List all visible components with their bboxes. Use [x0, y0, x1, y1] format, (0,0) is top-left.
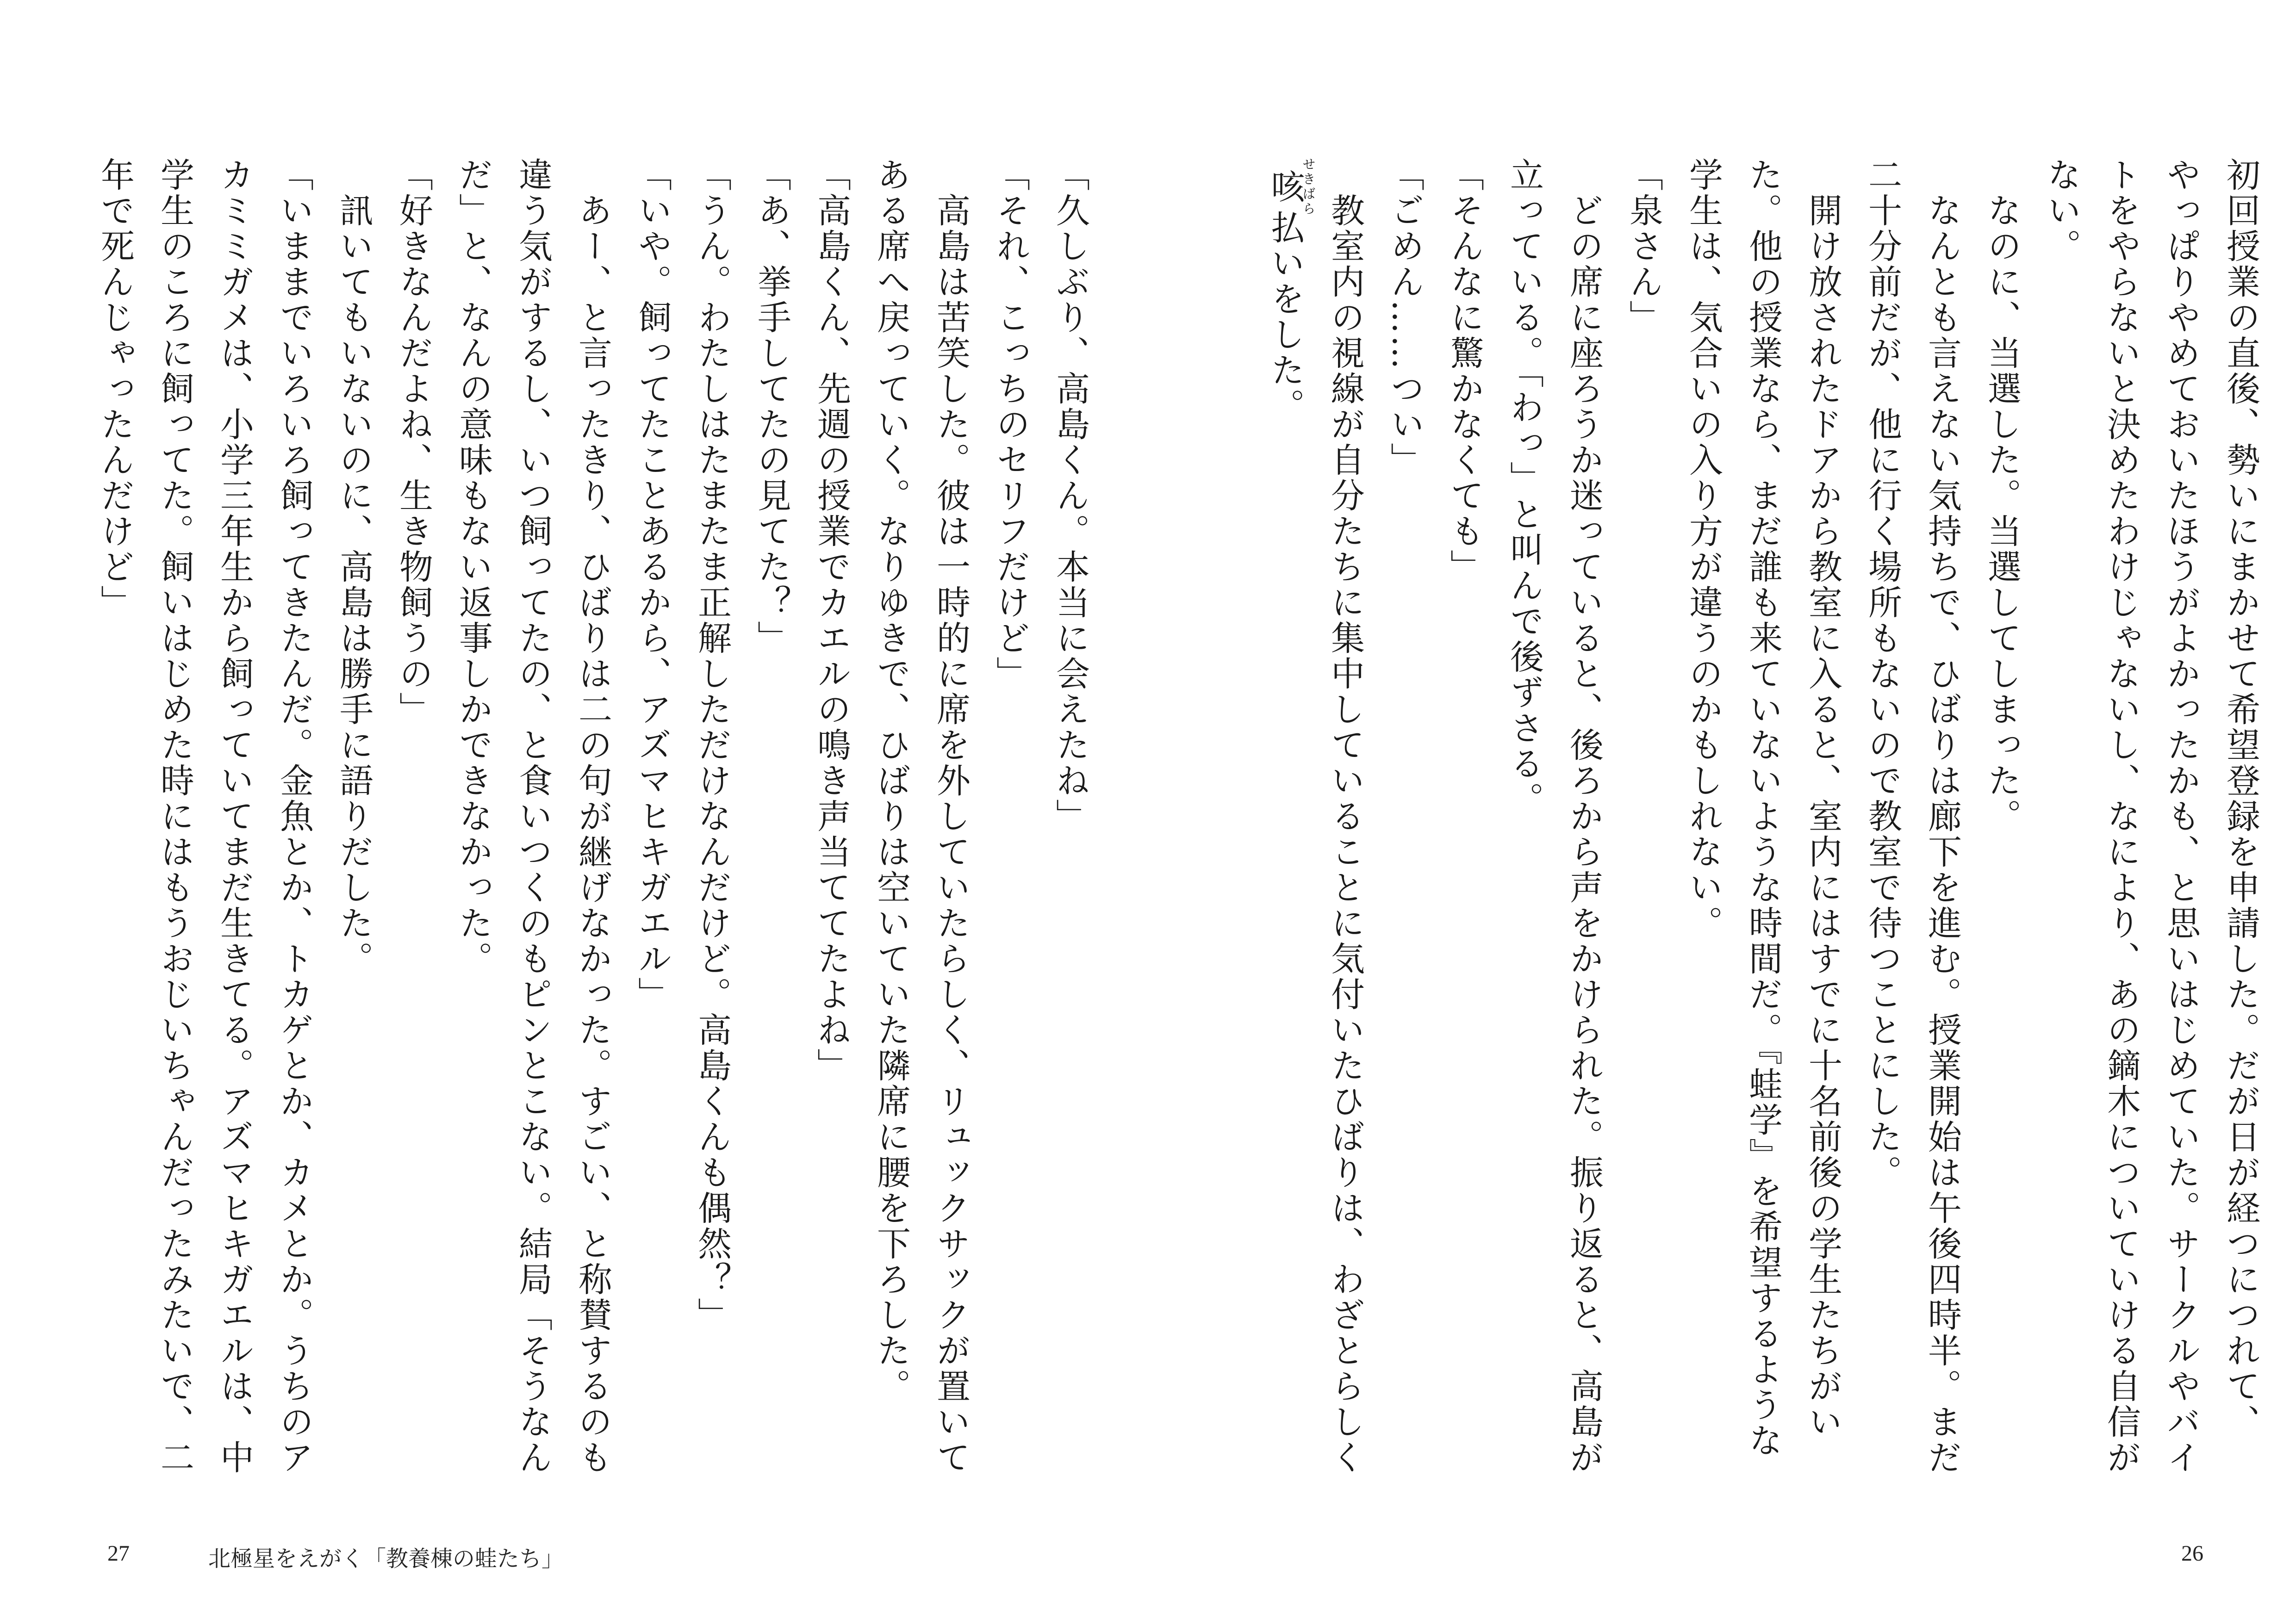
- page-number-left: 27: [107, 1541, 130, 1566]
- text-line: 立っている。「わっ」と叫んで後ずさる。: [1504, 157, 1543, 818]
- text-line: 年で死んじゃったんだけど」: [95, 157, 134, 620]
- text-line: やっぱりやめておいたほうがよかったかも、と思いはじめていた。サークルやバイ: [2161, 157, 2200, 1475]
- text-line: 開け放されたドアから教室に入ると、室内にはすでに十名前後の学生たちがい: [1803, 157, 1842, 1440]
- text-line: 二十分前だが、他に行く場所もないので教室で待つことにした。: [1862, 157, 1902, 1190]
- right-page: [1148, 0, 2296, 1618]
- text-line: 「久しぶり、高島くん。本当に会えたね」: [1050, 157, 1089, 834]
- text-line-tail: 払いをした。: [1265, 210, 1305, 424]
- text-line: なのに、当選した。当選してしまった。: [1982, 157, 2021, 834]
- text-line: 「泉さん」: [1624, 157, 1663, 335]
- text-line: 「それ、こっちのセリフだけど」: [990, 157, 1030, 692]
- text-line: トをやらないと決めたわけじゃないし、なにより、あの鏑木についていける自信が: [2101, 157, 2140, 1475]
- text-line: 違う気がするし、いつ飼ってたの、と食いつくのもピンとこない。結局「そうなん: [513, 157, 552, 1475]
- ruby-reading: せきばら: [1300, 157, 1316, 217]
- page-number-right: 26: [2181, 1541, 2203, 1566]
- right-page-body: [1243, 157, 2270, 1550]
- text-line: 「うん。わたしはたまたま正解しただけなんだけど。高島くんも偶然？」: [692, 157, 731, 1333]
- ruby-annotation: [1265, 157, 1316, 217]
- text-line: た。他の授業なら、まだ誰も来ていないような時間だ。『蛙学』を希望するような: [1743, 157, 1782, 1459]
- text-line: あー、と言ったきり、ひばりは二の句が継げなかった。すごい、と称賛するのも: [572, 157, 612, 1475]
- text-line: 「いままでいろいろ飼ってきたんだ。金魚とか、トカゲとか、カメとか。うちのア: [274, 157, 313, 1475]
- text-line: 初回授業の直後、勢いにまかせて希望登録を申請した。だが日が経つにつれて、: [2221, 157, 2260, 1440]
- text-line-ruby: [1255, 157, 1315, 1550]
- text-line: ある席へ戻っていく。なりゆきで、ひばりは空いていた隣席に腰を下ろした。: [871, 157, 910, 1404]
- text-line: 「好きなんだよね、生き物飼うの」: [393, 157, 433, 727]
- text-line: 高島は苦笑した。彼は一時的に席を外していたらしく、リュックサックが置いて: [931, 157, 970, 1475]
- text-line: 学生のころに飼ってた。飼いはじめた時にはもうおじいちゃんだったみたいで、二: [155, 157, 194, 1475]
- running-head: 北極星をえがく「教養棟の蛙たち」: [208, 1546, 564, 1572]
- text-line: カミミガメは、小学三年生から飼っていてまだ生きてる。アズマヒキガエルは、中: [214, 157, 254, 1475]
- ruby-base: 咳: [1265, 157, 1305, 217]
- text-line: 「そんなに驚かなくても」: [1444, 157, 1484, 585]
- text-line: 「高島くん、先週の授業でカエルの鳴き声当ててたよね」: [811, 157, 851, 1084]
- text-line: 教室内の視線が自分たちに集中していることに気付いたひばりは、わざとらしく: [1325, 157, 1364, 1475]
- left-page-body: [91, 157, 1100, 1550]
- text-line: 「あ、挙手してたの見てた？」: [752, 157, 791, 656]
- text-line: 学生は、気合いの入り方が違うのかもしれない。: [1683, 157, 1723, 941]
- text-line: なんとも言えない気持ちで、ひばりは廊下を進む。授業開始は午後四時半。まだ: [1922, 157, 1961, 1475]
- text-line: ない。: [2041, 157, 2081, 264]
- text-line: 訊いてもいないのに、高島は勝手に語りだした。: [334, 157, 373, 977]
- text-line: だ」と、なんの意味もない返事しかできなかった。: [453, 157, 492, 977]
- text-line: 「ごめん……つい」: [1385, 157, 1424, 478]
- text-line: 「いや。飼ってたことあるから、アズマヒキガエル」: [632, 157, 672, 1012]
- text-line: どの席に座ろうか迷っていると、後ろから声をかけられた。振り返ると、高島が: [1564, 157, 1603, 1475]
